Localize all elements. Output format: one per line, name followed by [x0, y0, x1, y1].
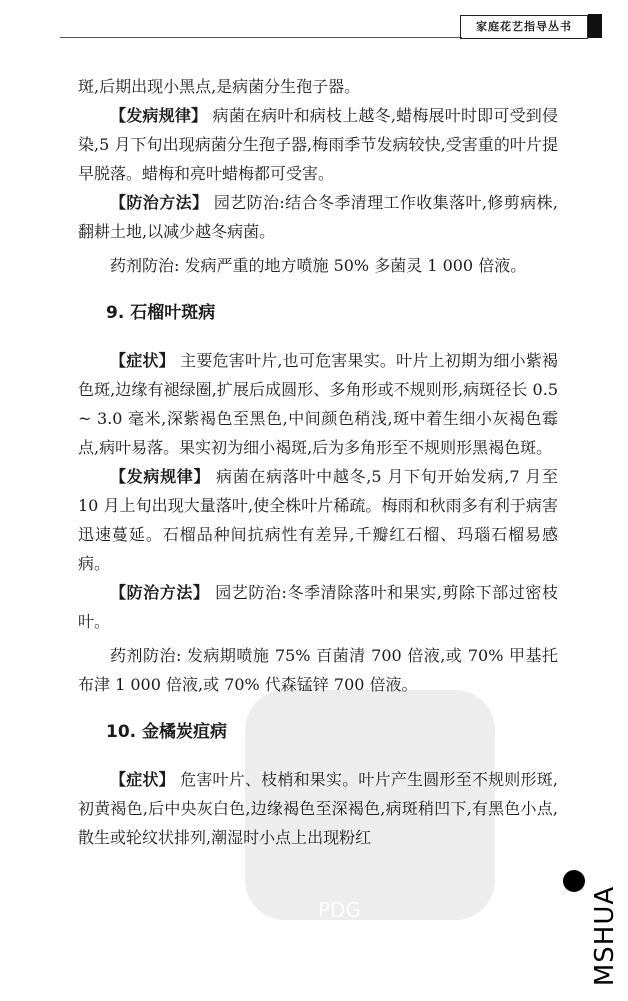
paragraph: [78, 765, 558, 852]
section-heading: 10. 金橘炭疽病: [106, 722, 228, 742]
scan-dot-mark: [563, 870, 585, 892]
series-title: 家庭花艺指导丛书: [460, 15, 588, 39]
section-tag: 【防治方法】: [110, 583, 210, 602]
paragraph: 药剂防治: 发病期喷施 75% 百菌清 700 倍液,或 70% 甲基托布津 1 000 倍液,或 70% 代森锰锌 700 倍液。: [78, 646, 558, 694]
paragraph-text: 主要危害叶片,也可危害果实。叶片上初期为细小紫褐色斑,边缘有褪绿圈,扩展后成圆形、多角形或不规则形,病斑径长 0.5 ~ 3.0 毫米,深紫褐色至黑色,中间颜色稍浅,斑中着生细小灰褐色霉点,病叶易落。果实初为细小褐斑,后为多角形至不规则形黑褐色斑。: [78, 351, 558, 457]
section-heading: 9. 石榴叶斑病: [106, 303, 216, 323]
header-rule: [60, 37, 462, 38]
paragraph-text: 病菌在病叶和病枝上越冬,蜡梅展叶时即可受到侵染,5 月下旬出现病菌分生孢子器,梅雨季节发病较快,受害重的叶片提早脱落。蜡梅和亮叶蜡梅都可受害。: [78, 106, 558, 183]
paragraph: [78, 578, 558, 636]
side-watermark-text: MSHUA: [590, 885, 620, 986]
paragraph: [78, 462, 558, 578]
paragraph: [78, 188, 558, 246]
section-tag: 【防治方法】: [110, 193, 209, 212]
paragraph: [78, 101, 558, 188]
page-body: [78, 72, 558, 852]
paragraph: 斑,后期出现小黑点,是病菌分生孢子器。: [78, 77, 361, 96]
paragraph-text: 病菌在病落叶中越冬,5 月下旬开始发病,7 月至 10 月上旬出现大量落叶,使全株叶片稀疏。梅雨和秋雨多有利于病害迅速蔓延。石榴品种间抗病性有差异,千瓣红石榴、玛瑙石榴易感病。: [78, 467, 558, 573]
section-tag: 【症状】: [110, 351, 175, 370]
side-watermark: [590, 878, 620, 993]
section-tag: 【发病规律】: [110, 106, 208, 125]
paragraph-text: 园艺防治:结合冬季清理工作收集落叶,修剪病株,翻耕土地,以减少越冬病菌。: [78, 193, 558, 241]
paragraph-text: 园艺防治:冬季清除落叶和果实,剪除下部过密枝叶。: [78, 583, 558, 631]
section-tag: 【发病规律】: [110, 467, 211, 486]
watermark-label: PDG: [318, 898, 361, 922]
section-tag: 【症状】: [110, 770, 175, 789]
header-tab-mark: [588, 14, 602, 38]
paragraph-text: 危害叶片、枝梢和果实。叶片产生圆形至不规则形斑,初黄褐色,后中央灰白色,边缘褐色至深褐色,病斑稍凹下,有黑色小点,散生或轮纹状排列,潮湿时小点上出现粉红: [78, 770, 558, 847]
paragraph: [78, 346, 558, 462]
paragraph: 药剂防治: 发病严重的地方喷施 50% 多菌灵 1 000 倍液。: [110, 256, 527, 275]
